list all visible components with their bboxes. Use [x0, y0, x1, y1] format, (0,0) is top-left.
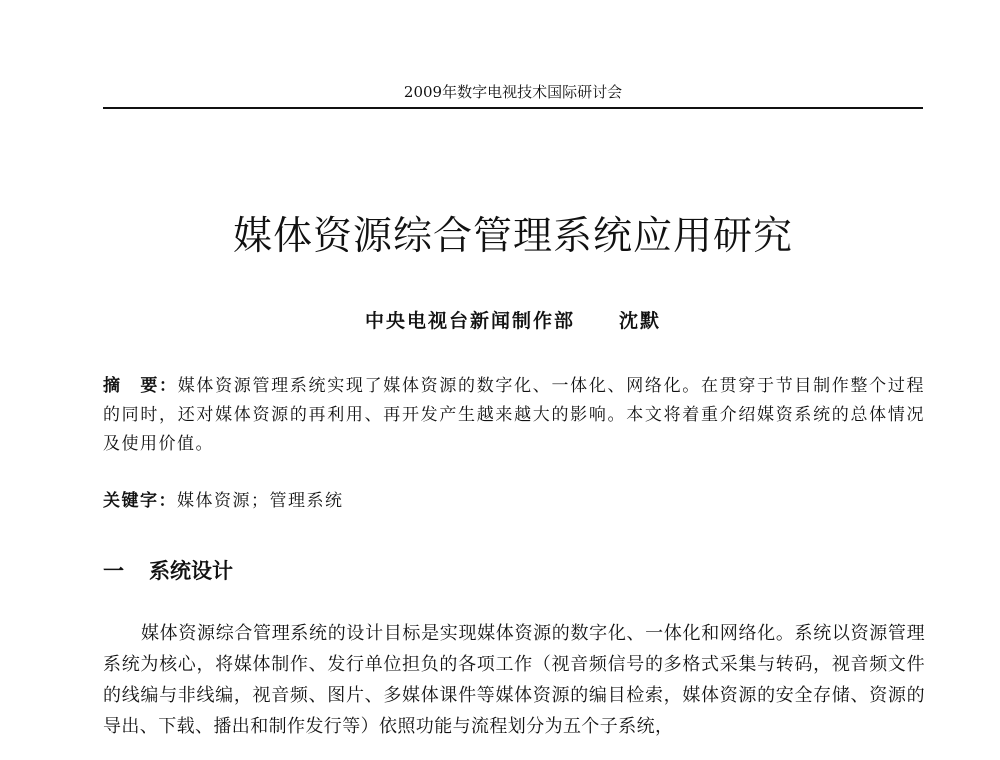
- running-header: 2009年数字电视技术国际研讨会: [403, 83, 623, 101]
- body-paragraph: 媒体资源综合管理系统的设计目标是实现媒体资源的数字化、一体化和网络化。系统以资源管理系统为核心，将媒体制作、发行单位担负的各项工作（视音频信号的多格式采集与转码，视音频文件的线编与非线编，视音频、图片、多媒体课件等媒体资源的编目检索，媒体资源的安全存储、资源的导出、下载、播出和制作发行等）依照功能与流程划分为五个子系统，: [103, 623, 925, 737]
- section-number: 一: [103, 559, 124, 583]
- abstract: [103, 372, 925, 459]
- keywords: [103, 488, 925, 514]
- author-name: 沈默: [619, 310, 662, 332]
- author-affiliation: 中央电视台新闻制作部: [364, 310, 575, 332]
- paper-title: 媒体资源综合管理系统应用研究: [232, 214, 793, 259]
- abstract-text: 媒体资源管理系统实现了媒体资源的数字化、一体化、网络化。在贯穿于节目制作整个过程的同时，还对媒体资源的再利用、再开发产生越来越大的影响。本文将着重介绍媒资系统的总体情况及使用价值。: [103, 376, 926, 454]
- header-rule: [103, 107, 923, 109]
- author-line: [103, 308, 923, 334]
- abstract-label: 摘 要：: [103, 376, 178, 396]
- section-title: 系统设计: [149, 559, 233, 583]
- keywords-label: 关键字：: [103, 491, 177, 511]
- section-heading: [103, 556, 503, 586]
- keywords-text: 媒体资源；管理系统: [177, 491, 344, 511]
